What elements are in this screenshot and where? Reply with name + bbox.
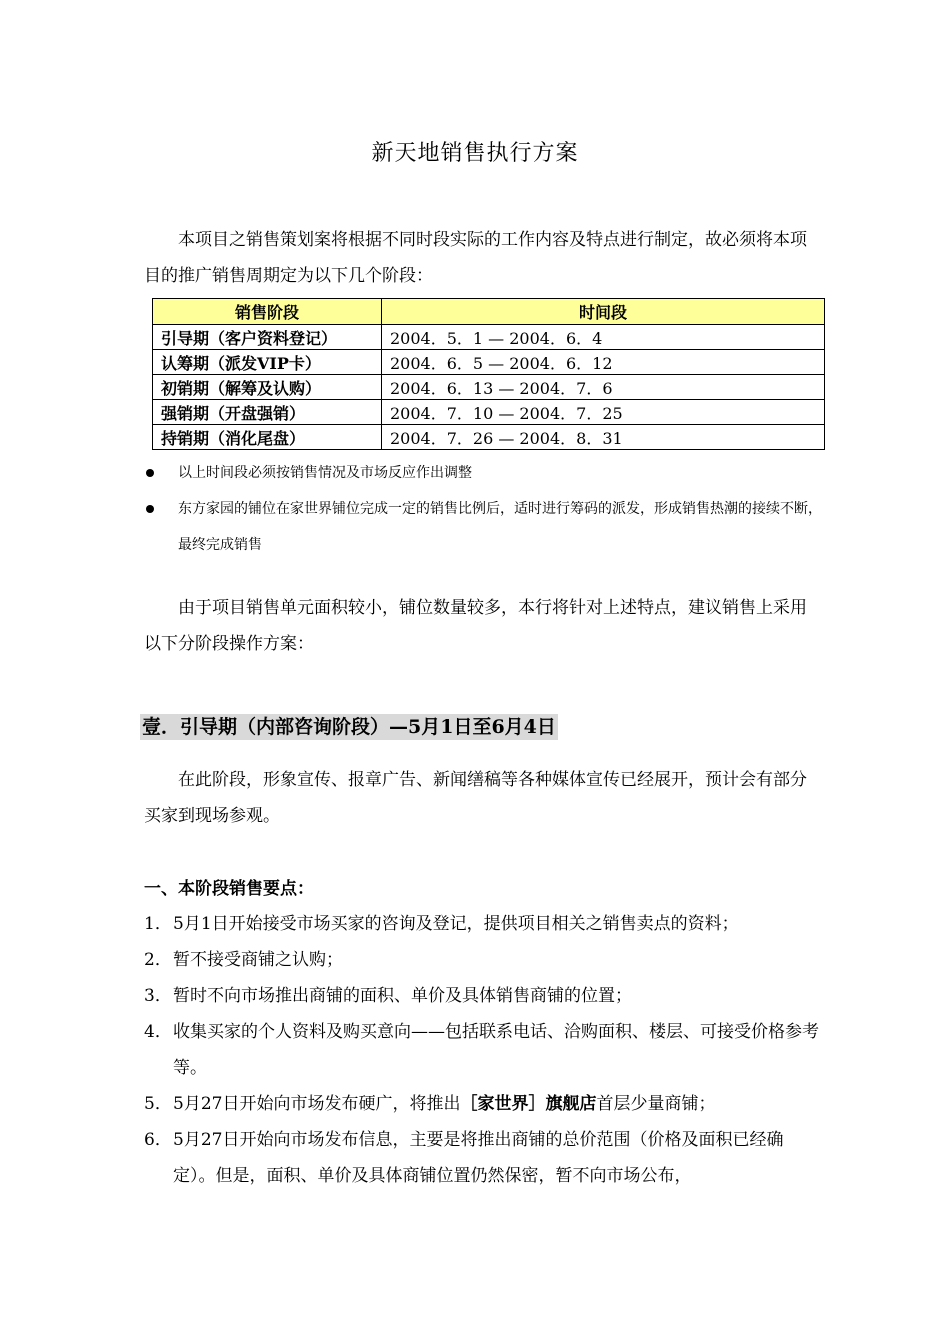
list-item bbox=[144, 978, 824, 1014]
list-item bbox=[144, 1014, 824, 1086]
list-item bbox=[144, 491, 824, 563]
stage-cell: 强销期（开盘强销） bbox=[153, 400, 382, 425]
notes-list bbox=[144, 455, 824, 563]
sub-heading: 一、本阶段销售要点： bbox=[144, 879, 314, 899]
list-item bbox=[144, 455, 824, 491]
list-item bbox=[144, 1122, 824, 1194]
header-stage: 销售阶段 bbox=[153, 299, 382, 325]
sales-period-table bbox=[152, 298, 825, 450]
item-text-before: 5月27日开始向市场发布硬广，将推出 bbox=[173, 1094, 461, 1114]
bullet-dot-icon bbox=[146, 505, 154, 513]
header-period: 时间段 bbox=[382, 299, 825, 325]
period-cell: 2004．7．10 — 2004．7．25 bbox=[382, 400, 825, 425]
stage-cell: 初销期（解筹及认购） bbox=[153, 375, 382, 400]
item-text-emphasis: ［家世界］旗舰店 bbox=[460, 1094, 597, 1114]
list-item bbox=[144, 906, 824, 942]
phase-intro-paragraph: 在此阶段，形象宣传、报章广告、新闻缮稿等各种媒体宣传已经展开，预计会有部分买家到现场参观。 bbox=[144, 770, 807, 826]
reason-paragraph: 由于项目销售单元面积较小，铺位数量较多，本行将针对上述特点，建议销售上采用以下分阶段操作方案： bbox=[144, 598, 807, 654]
stage-cell: 持销期（消化尾盘） bbox=[153, 425, 382, 450]
bullet-dot-icon bbox=[146, 469, 154, 477]
item-number: 4． bbox=[144, 1022, 172, 1042]
note-text: 东方家园的铺位在家世界铺位完成一定的销售比例后，适时进行筹码的派发，形成销售热潮的接续不断，最终完成销售 bbox=[178, 501, 822, 553]
item-text: 5月27日开始向市场发布信息，主要是将推出商铺的总价范围（价格及面积已经确定）。但是，面积、单价及具体商铺位置仍然保密，暂不向市场公布， bbox=[173, 1130, 784, 1186]
section-heading bbox=[140, 712, 558, 742]
item-text: 5月1日开始接受市场买家的咨询及登记，提供项目相关之销售卖点的资料； bbox=[173, 914, 739, 934]
item-text: 暂时不向市场推出商铺的面积、单价及具体销售商铺的位置； bbox=[173, 986, 632, 1006]
sales-points-list bbox=[144, 906, 824, 1194]
table-row bbox=[153, 325, 825, 350]
item-number: 3． bbox=[144, 986, 172, 1006]
item-number: 2． bbox=[144, 950, 172, 970]
item-number: 1． bbox=[144, 914, 172, 934]
item-text: 暂不接受商铺之认购； bbox=[173, 950, 343, 970]
item-number: 5． bbox=[144, 1094, 172, 1114]
item-text-after: 首层少量商铺； bbox=[596, 1094, 716, 1114]
item-text: 收集买家的个人资料及购买意向——包括联系电话、洽购面积、楼层、可接受价格参考等。 bbox=[173, 1022, 819, 1078]
section-heading-text: 壹．引导期（内部咨询阶段）—5月1日至6月4日 bbox=[142, 716, 556, 738]
table-row bbox=[153, 350, 825, 375]
stage-cell: 认筹期（派发VIP卡） bbox=[153, 350, 382, 375]
stage-cell: 引导期（客户资料登记） bbox=[153, 325, 382, 350]
document-title: 新天地销售执行方案 bbox=[371, 141, 579, 166]
period-cell: 2004．5．1 — 2004．6．4 bbox=[382, 325, 825, 350]
period-cell: 2004．7．26 — 2004．8．31 bbox=[382, 425, 825, 450]
table-row bbox=[153, 400, 825, 425]
list-item bbox=[144, 1086, 824, 1122]
note-text: 以上时间段必须按销售情况及市场反应作出调整 bbox=[178, 465, 472, 481]
table-row bbox=[153, 425, 825, 450]
period-cell: 2004．6．13 — 2004．7．6 bbox=[382, 375, 825, 400]
intro-paragraph: 本项目之销售策划案将根据不同时段实际的工作内容及特点进行制定，故必须将本项目的推广销售周期定为以下几个阶段： bbox=[144, 230, 807, 286]
table-header-row bbox=[153, 299, 825, 325]
list-item bbox=[144, 942, 824, 978]
item-number: 6． bbox=[144, 1130, 172, 1150]
period-cell: 2004．6．5 — 2004．6．12 bbox=[382, 350, 825, 375]
table-row bbox=[153, 375, 825, 400]
